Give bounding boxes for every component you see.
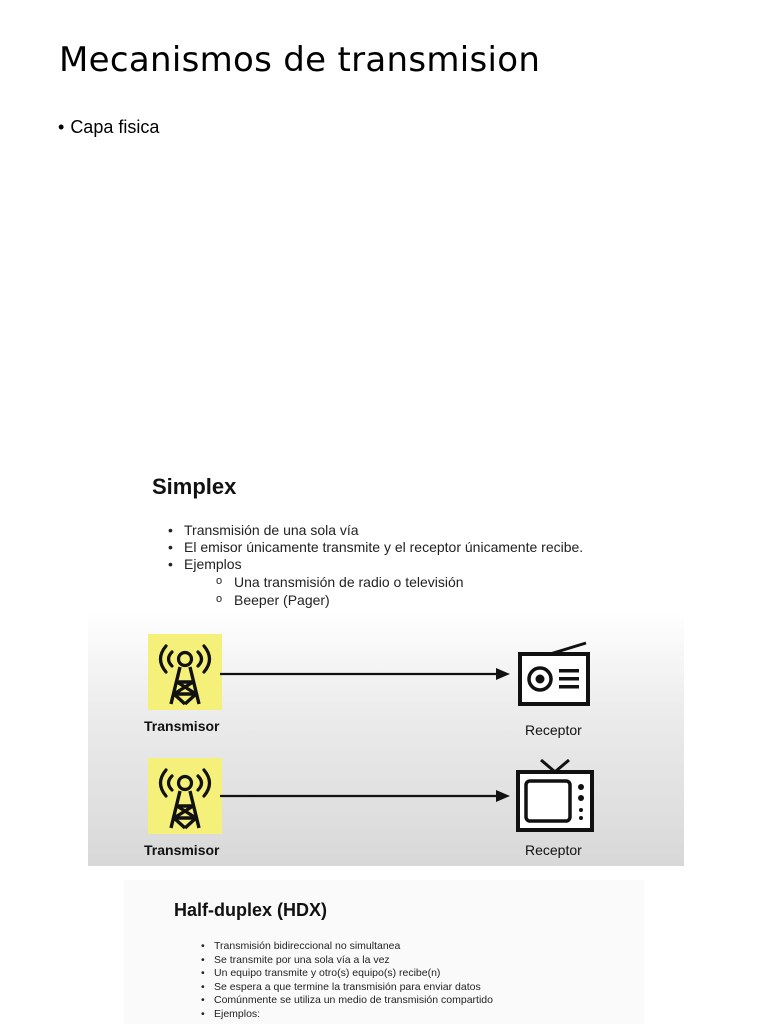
transmitter-label: Transmisor	[144, 842, 220, 858]
simplex-example-item: o Beeper (Pager)	[234, 591, 583, 609]
half-duplex-item: • Se transmite por una sola vía a la vez	[214, 954, 493, 968]
simplex-figure	[88, 460, 684, 866]
simplex-item-label: Ejemplos	[184, 556, 242, 572]
half-duplex-list	[214, 940, 493, 1021]
transmission-arrow	[220, 666, 510, 682]
simplex-item: • Transmisión de una sola vía	[184, 522, 583, 539]
half-duplex-item: • Se espera a que termine la transmisión para enviar datos	[214, 981, 493, 995]
half-duplex-item: • Transmisión bidireccional no simultanea	[214, 940, 493, 954]
simplex-example-item: o Una transmisión de radio o televisión	[234, 573, 583, 591]
bullet-text: Capa fisica	[70, 117, 160, 137]
simplex-item: • El emisor únicamente transmite y el receptor únicamente recibe.	[184, 539, 583, 556]
half-duplex-item: • Ejemplos:	[214, 1008, 493, 1022]
simplex-item	[184, 556, 583, 609]
simplex-list	[184, 522, 583, 609]
simplex-title: Simplex	[152, 474, 237, 499]
transmitter-label: Transmisor	[144, 718, 220, 734]
half-duplex-figure	[124, 880, 644, 1024]
bullet-dot: •	[58, 117, 65, 137]
slide-title: Mecanismos de transmision	[59, 40, 541, 80]
slide-bullet	[58, 117, 159, 138]
antenna-tower-icon	[148, 758, 222, 834]
half-duplex-item: • Un equipo transmite y otro(s) equipo(s) recibe(n)	[214, 967, 493, 981]
receiver-label: Receptor	[525, 722, 582, 738]
half-duplex-title: Half-duplex (HDX)	[174, 900, 327, 920]
radio-icon	[516, 640, 592, 708]
simplex-examples-list	[184, 573, 583, 609]
transmission-arrow	[220, 788, 510, 804]
receiver-label: Receptor	[525, 842, 582, 858]
half-duplex-item: • Comúnmente se utiliza un medio de transmisión compartido	[214, 994, 493, 1008]
antenna-tower-icon	[148, 634, 222, 710]
television-icon	[514, 756, 596, 836]
